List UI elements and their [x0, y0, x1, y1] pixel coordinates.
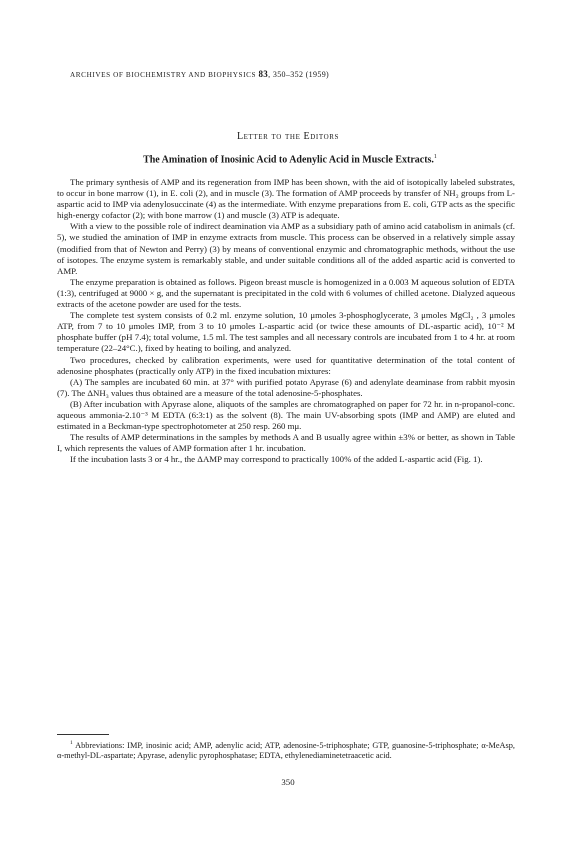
- page-number: 350: [281, 777, 295, 787]
- paragraph-results: The results of AMP determinations in the samples by methods A and B usually agree within ±3% or better, as shown in Table I, which represents the values of AMP formation after 1 hr. incubation.: [57, 432, 515, 454]
- journal-pages-year: , 350–352 (1959): [268, 70, 330, 79]
- paragraph-incubation: If the incubation lasts 3 or 4 hr., the ΔAMP may correspond to practically 100% of the added L-aspartic acid (Fig. 1).: [70, 454, 483, 465]
- footnote-divider: [57, 734, 109, 735]
- article-title: [60, 154, 520, 165]
- article-title-text: The Amination of Inosinic Acid to Adenylic Acid in Muscle Extracts.: [143, 154, 434, 166]
- footnote-text: Abbreviations: IMP, inosinic acid; AMP, adenylic acid; ATP, adenosine-5-triphosphate; GTP, guanosine-5-triphosphate; α-MeAsp, α-methyl-DL-aspartate; Apyrase, adenylic pyrophosphatase; EDTA, ethylenediaminetetraacetic acid.: [57, 740, 515, 761]
- footnote-marker: 1: [433, 154, 437, 160]
- paragraph-procedures: Two procedures, checked by calibration experiments, were used for quantitative determination of the total content of adenosine phosphates (practically only ATP) in the fixed incubation mixtures:: [57, 354, 515, 376]
- running-head: [70, 69, 540, 79]
- paragraph-aim: With a view to the possible role of indirect deamination via AMP as a subsidiary path of amino acid catabolism in animals (cf. 5), we studied the amination of IMP in enzyme extracts from muscle. This process can be observed in a relatively simple assay (modified from that of Newton and Perry) (3) by means of conventional enzymic and chromatographic methods, without the use of isotopes. The enzyme system is remarkably stable, and under suitable conditions all of the added aspartic acid is converted to AMP.: [57, 221, 515, 276]
- paragraph-intro: The primary synthesis of AMP and its regeneration from IMP has been shown, with the aid of isotopically labeled substrates, to occur in bone marrow (1), in E. coli (2), and in muscle (3). The formation of AMP proceeds by transfer of NH₂ groups from L-aspartic acid to IMP via adenylosuccinate (4) as the intermediate. With enzyme preparations from E. coli, GTP acts as the specific high-energy cofactor (2); with bone marrow (1) and muscle (3) ATP is adequate.: [57, 177, 515, 221]
- paragraph-procedure-b: (B) After incubation with Apyrase alone, aliquots of the samples are chromatographed on paper for 72 hr. in n-propanol-conc. aqueous ammonia-2.10⁻³ M EDTA (6:3:1) as the solvent (8). The main UV-absorbing spots (IMP and AMP) are eluted and estimated in a Beckman-type spectrophotometer at 250 resp. 260 mμ.: [57, 398, 515, 432]
- footnote: [57, 738, 515, 762]
- article-body: [57, 177, 515, 465]
- journal-volume: 83: [258, 69, 269, 79]
- paragraph-test-system: The complete test system consists of 0.2 ml. enzyme solution, 10 μmoles 3-phosphoglycerate, 3 μmoles MgCl₂ , 3 μmoles ATP, from 7 to 10 μmoles IMP, from 3 to 10 μmoles L-aspartic acid (or twice these amounts of DL-aspartic acid), 10⁻² M phosphate buffer (pH 7.4); total volume, 1.5 ml. The test samples and all necessary controls are incubated from 1 to 4 hr. at room temperature (22–24°C.), fixed by heating to boiling, and analyzed.: [57, 310, 515, 354]
- journal-name: ARCHIVES OF BIOCHEMISTRY AND BIOPHYSICS: [70, 71, 257, 79]
- paragraph-procedure-a: (A) The samples are incubated 60 min. at 37° with purified potato Apyrase (6) and adenylate deaminase from rabbit myosin (7). The ΔNH₃ values thus obtained are a measure of the total adenosine-5-phosphates.: [57, 376, 515, 398]
- section-title: Letter to the Editors: [236, 131, 340, 142]
- paragraph-enzyme-preparation: The enzyme preparation is obtained as follows. Pigeon breast muscle is homogenized in a 0.003 M aqueous solution of EDTA (1:3), centrifuged at 9000 × g, and the supernatant is precipitated in the cold with 6 volumes of chilled acetone. Dialyzed aqueous extracts of the acetone powder are used for the tests.: [57, 276, 515, 310]
- footnote-number: 1: [70, 740, 73, 746]
